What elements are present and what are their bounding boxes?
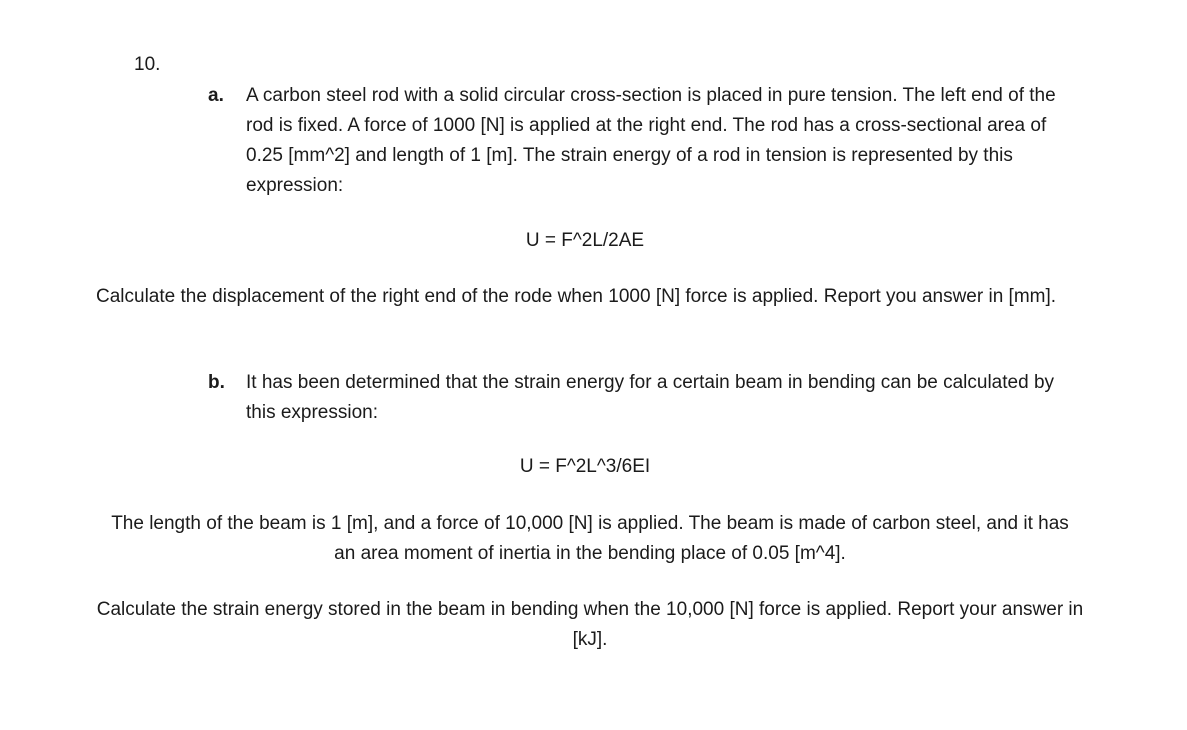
part-b-prompt: Calculate the strain energy stored in the beam in bending when the 10,000 [N] force is applied. Report your answer in [kJ]. [96, 599, 1084, 650]
part-a-text: A carbon steel rod with a solid circular cross-section is placed in pure tension. The left end of the rod is fixed. A force of 1000 [N] is applied at the right end. The rod has a cross-sectional area of 0.25 [mm^2] and length of 1 [m]. The strain energy of a rod in tension is represented by this expression: [246, 85, 1056, 196]
part-a [208, 81, 1068, 201]
part-b-details: The length of the beam is 1 [m], and a force of 10,000 [N] is applied. The beam is made of carbon steel, and it has an area moment of inertia in the bending place of 0.05 [m^4]. [111, 513, 1069, 564]
question-number: 10. [134, 54, 161, 75]
formula-axial-strain-energy: U = F^2L/2AE [525, 230, 645, 251]
part-b-marker: b. [208, 372, 225, 393]
part-a-prompt: Calculate the displacement of the right end of the rode when 1000 [N] force is applied. Report you answer in [mm]. [96, 286, 1057, 307]
part-b-text: It has been determined that the strain energy for a certain beam in bending can be calculated by this expression: [246, 372, 1055, 423]
part-b [208, 368, 1068, 428]
part-a-marker: a. [208, 85, 224, 106]
formula-bending-strain-energy: U = F^2L^3/6EI [519, 456, 651, 477]
